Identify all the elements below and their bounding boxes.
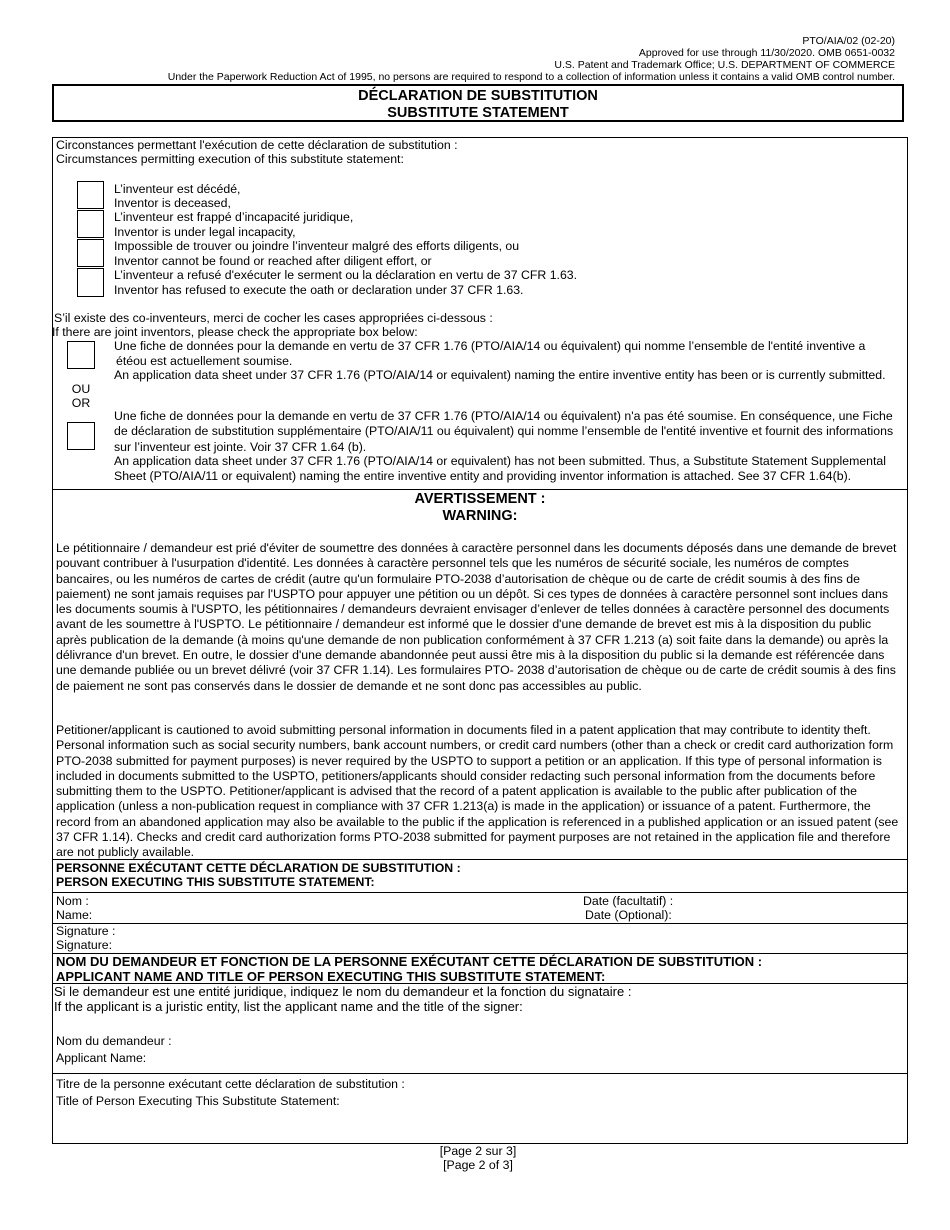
option-not-found-en: Inventor cannot be found or reached after diligent effort, or <box>114 254 432 268</box>
warning-title-en: WARNING: <box>442 508 518 524</box>
juristic-label-en: If the applicant is a juristic entity, list the applicant name and the title of the signer: <box>54 999 523 1014</box>
warning-heading <box>52 491 908 525</box>
option-incapacity-en: Inventor is under legal incapacity, <box>114 225 296 239</box>
divider <box>52 892 908 893</box>
name-label-en: Name: <box>56 908 93 922</box>
name-label-fr: Nom : <box>56 894 89 908</box>
checkbox-inventor-legal-incapacity[interactable] <box>77 210 104 238</box>
divider <box>52 1073 908 1074</box>
joint-option2-en: An application data sheet under 37 CFR 1.76 (PTO/AIA/14 or equivalent) has not been submitted. Thus, a Substitute Statement Supplemental Sheet (PTO/AIA/11 or equivalent) naming the entire inventive entity and providing inventor information is attached. See 37 CFR 1.64(b). <box>114 454 886 484</box>
checkbox-inventor-deceased[interactable] <box>77 181 104 209</box>
joint-option1-en: An application data sheet under 37 CFR 1.76 (PTO/AIA/14 or equivalent) naming the entire inventive entity has been or is currently submitted. <box>114 368 886 382</box>
applicant-name-field[interactable] <box>160 1034 900 1070</box>
circumstances-label-en: Circumstances permitting execution of this substitute statement: <box>56 152 404 166</box>
signature-field[interactable] <box>130 924 900 952</box>
date-label-fr: Date (facultatif) : <box>583 894 674 908</box>
circumstances-label-fr: Circonstances permettant l'exécution de cette déclaration de substitution : <box>56 138 458 152</box>
divider <box>52 859 908 860</box>
joint-label-fr: S’il existe des co-inventeurs, merci de cocher les cases appropriées ci-dessous : <box>54 311 493 325</box>
page-number-fr: [Page 2 sur 3] <box>439 1144 517 1158</box>
signature-label-en: Signature: <box>56 938 113 952</box>
checkbox-inventor-not-found[interactable] <box>77 239 104 267</box>
juristic-label-fr: Si le demandeur est une entité juridique, indiquez le nom du demandeur et la fonction du signataire : <box>54 984 632 999</box>
warning-paragraph-en: Petitioner/applicant is cautioned to avoid submitting personal information in documents filed in a patent application that may contribute to identity theft. Personal information such as social security numbers, bank account numbers, or credit card numbers (other than a check or credit card authorization form PTO-2038 submitted for payment purposes) is never required by the USPTO to support a petition or an application. If this type of personal information is included in documents submitted to the USPTO, petitioners/applicants should consider redacting such personal information from the documents before submitting them to the USPTO. Petitioner/applicant is advised that the record of a patent application is available to the public after publication of the application (unless a non-publication request in compliance with 37 CFR 1.213(a) is made in the application) or issuance of a patent. Furthermore, the record from an abandoned application may also be available to the public if the application is referenced in a published application or an issued patent (see 37 CFR 1.14). Checks and credit card authorization forms PTO-2038 submitted for payment purposes are not retained in the application file and therefore are not publicly available. <box>56 723 899 860</box>
option-refused-en: Inventor has refused to execute the oath or declaration under 37 CFR 1.63. <box>114 283 524 297</box>
option-deceased-fr: L’inventeur est décédé, <box>114 182 241 196</box>
option-incapacity-fr: L’inventeur est frappé d’incapacité juridique, <box>114 210 354 224</box>
joint-option2-fr: Une fiche de données pour la demande en vertu de 37 CFR 1.76 (PTO/AIA/14 ou équivalent) n'a pas été soumise. En conséquence, une Fiche de déclaration de substitution supplémentaire (PTO/AIA/11 ou équivalent) qui nomme l’ensemble de l'entité inventive et fournit des informations sur l’inventeur est jointe. Voir 37 CFR 1.64 (b). <box>114 409 894 454</box>
or-label-en: OR <box>71 396 91 410</box>
checkbox-ads-submitted[interactable] <box>67 341 95 369</box>
date-field[interactable] <box>680 894 900 922</box>
title-en: SUBSTITUTE STATEMENT <box>387 105 569 121</box>
option-refused-fr: L’inventeur a refusé d'exécuter le serment ou la déclaration en vertu de 37 CFR 1.63. <box>114 268 578 282</box>
name-field[interactable] <box>120 894 570 922</box>
form-header <box>168 35 895 83</box>
date-label-en: Date (Optional): <box>585 908 672 922</box>
applicant-heading-en: APPLICANT NAME AND TITLE OF PERSON EXECUTING THIS SUBSTITUTE STATEMENT: <box>56 969 606 984</box>
warning-paragraph-fr: Le pétitionnaire / demandeur est prié d'éviter de soumettre des données à caractère personnel dans les documents déposés dans une demande de brevet pouvant contribuer à l'usurpation d'identité. Les données à caractère personnel tels que les numéros de sécurité sociale, les numéros de comptes bancaires, ou les numéros de cartes de crédit (autre qu'un formulaire PTO-2038 d’autorisation de chèque ou de carte de crédit soumis à des fins de paiement) ne sont jamais requises par l'USPTO pour appuyer une pétition ou un dépôt. Si ces types de données à caractère personnel sont inclues dans les documents soumis à l'USPTO, les pétitionnaires / demandeurs devraient envisager d’enlever de telles données à caractère personnel des documents avant de les soumettre à l'USPTO. Le pétitionnaire / demandeur est informé que le dossier d'une demande de brevet est mis à la disposition du public après publication de la demande (à moins qu'une demande de non publication conformément à 37 CFR 1.213 (a) soit faite dans la demande) ou après la délivrance d'un brevet. En outre, le dossier d'une demande abandonnée peut aussi être mis à la disposition du public si la demande est référencée dans une demande publiée ou un brevet délivré (voir 37 CFR 1.14). Les formulaires PTO- 2038 d’autorisation de chèque ou de carte de crédit soumis à des fins de paiement ne sont pas conservés dans le dossier de demande et ne sont donc pas accessibles au public. <box>56 541 897 693</box>
form-title <box>52 84 904 122</box>
signer-title-label-fr: Titre de la personne exécutant cette déclaration de substitution : <box>56 1077 405 1091</box>
warning-title-fr: AVERTISSEMENT : <box>414 491 546 507</box>
office-name: U.S. Patent and Trademark Office; U.S. DEPARTMENT OF COMMERCE <box>554 59 895 71</box>
checkbox-inventor-refused[interactable] <box>77 268 104 297</box>
divider <box>52 489 908 490</box>
joint-option1-fr-b: étéou est actuellement soumise. <box>116 354 293 368</box>
or-label-fr: OU <box>71 382 91 396</box>
page-footer <box>0 1144 950 1172</box>
page-number-en: [Page 2 of 3] <box>443 1158 513 1172</box>
omb-approval: Approved for use through 11/30/2020. OMB 0651-0032 <box>638 47 895 59</box>
person-heading-en: PERSON EXECUTING THIS SUBSTITUTE STATEMENT: <box>56 875 375 889</box>
signer-title-field[interactable] <box>60 1110 900 1140</box>
signature-label-fr: Signature : <box>56 924 116 938</box>
applicant-name-label-en: Applicant Name: <box>56 1051 147 1065</box>
checkbox-ads-not-submitted[interactable] <box>67 422 95 450</box>
signer-title-label-en: Title of Person Executing This Substitute Statement: <box>56 1094 340 1108</box>
joint-option1-fr-a: Une fiche de données pour la demande en vertu de 37 CFR 1.76 (PTO/AIA/14 ou équivalent) qui nomme l’ensemble de l'entité inventive a <box>114 339 866 353</box>
applicant-name-label-fr: Nom du demandeur : <box>56 1034 172 1048</box>
paperwork-notice: Under the Paperwork Reduction Act of 1995, no persons are required to respond to a collection of information unless it contains a valid OMB control number. <box>167 71 895 83</box>
person-heading-fr: PERSONNE EXÉCUTANT CETTE DÉCLARATION DE SUBSTITUTION : <box>56 861 461 875</box>
option-not-found-fr: Impossible de trouver ou joindre l’inventeur malgré des efforts diligents, ou <box>114 239 520 253</box>
joint-label-en: If there are joint inventors, please check the appropriate box below: <box>52 325 418 339</box>
option-deceased-en: Inventor is deceased, <box>114 196 231 210</box>
title-fr: DÉCLARATION DE SUBSTITUTION <box>358 88 598 104</box>
form-number: PTO/AIA/02 (02-20) <box>802 35 895 47</box>
applicant-heading-fr: NOM DU DEMANDEUR ET FONCTION DE LA PERSONNE EXÉCUTANT CETTE DÉCLARATION DE SUBSTITUTION : <box>56 954 763 969</box>
